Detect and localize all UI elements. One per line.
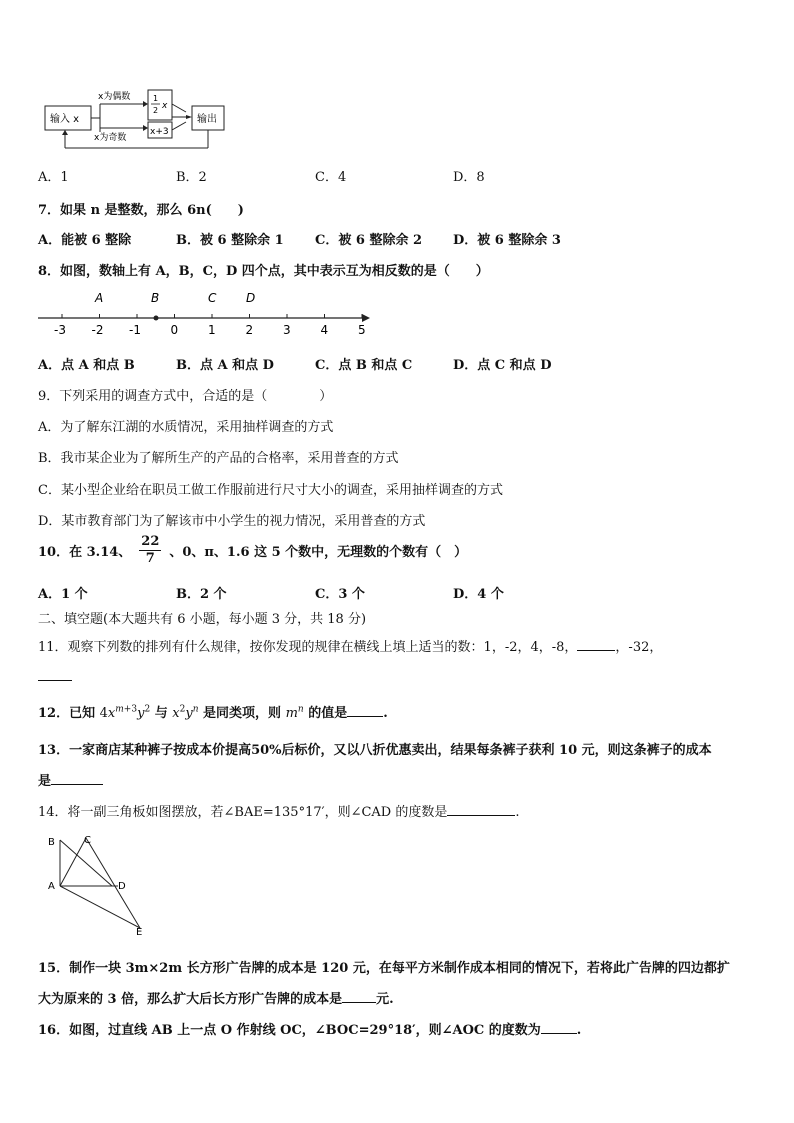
point-label-d: D: [246, 291, 256, 305]
q12-mid: 与: [154, 706, 168, 721]
q9-option-c: C．某小型企业给在职员工做工作服前进行尺寸大小的调查，采用抽样调查的方式: [38, 483, 503, 498]
flow-half-den: 2: [153, 106, 159, 115]
q12-pre: 12．已知: [38, 706, 96, 721]
flow-plus3-box: x+3: [150, 127, 169, 137]
tick-label: 0: [170, 323, 179, 337]
q15-unit: 元.: [376, 992, 394, 1007]
point-label-c: C: [208, 291, 217, 305]
point-label-b: B: [151, 291, 160, 305]
q16-stem: 16．如图，过直线 AB 上一点 O 作射线 OC，∠BOC=29°18′，则∠AOC 的度数为: [38, 1023, 541, 1038]
q9-stem: 9．下列采用的调查方式中，合适的是（ ）: [38, 389, 333, 404]
q12-term2: $x^2y^n$: [172, 704, 199, 721]
q11-blank-2: [38, 666, 72, 681]
section-2-heading: 二、填空题(本大题共有 6 小题，每小题 3 分，共 18 分): [38, 612, 367, 627]
q15-line2-text: 大为原来的 3 倍，那么扩大后长方形广告牌的成本是: [38, 992, 343, 1007]
q8-option-a: A．点 A 和点 B: [38, 358, 135, 373]
q10-option-a: A．1 个: [38, 587, 88, 602]
q15-line1: 15．制作一块 3m×2m 长方形广告牌的成本是 120 元，在每平方米制作成本相同的情况下，若将此广告牌的四边都扩: [38, 961, 730, 976]
q14-stem-line: 14．将一副三角板如图摆放，若∠BAE=135°17′，则∠CAD 的度数是 .: [38, 805, 520, 820]
triangle-board-figure: [36, 832, 156, 936]
q14-stem: 14．将一副三角板如图摆放，若∠BAE=135°17′，则∠CAD 的度数是: [38, 805, 448, 820]
q6-option-d: D．8: [453, 170, 485, 185]
q12-post2: 的值是: [308, 706, 348, 721]
q11-blank-1: [577, 650, 615, 651]
q15-line2: [38, 988, 394, 1007]
point-b-dot: [154, 316, 159, 321]
flow-half-x: x: [162, 101, 168, 111]
tri-label-c: C: [84, 835, 91, 846]
flowchart-figure: [40, 84, 240, 156]
flow-half-num: 1: [153, 94, 159, 103]
tri-label-b: B: [48, 837, 55, 848]
q13-blank: [51, 784, 103, 785]
q16-line: 16．如图，过直线 AB 上一点 O 作射线 OC，∠BOC=29°18′，则∠AOC 的度数为 .: [38, 1023, 582, 1038]
q10-stem-after: 、0、π、1.6 这 5 个数中，无理数的个数有（ ）: [169, 545, 468, 560]
q12-term1: $4x^{m+3}y^2$: [99, 704, 151, 721]
q10-frac-den: 7: [145, 551, 155, 566]
q9-option-d: D．某市教育部门为了解该市中小学生的视力情况，采用普查的方式: [38, 514, 426, 529]
q8-stem: 8．如图，数轴上有 A，B，C，D 四个点，其中表示互为相反数的是（ ）: [38, 264, 489, 279]
q10-option-d: D．4 个: [453, 587, 504, 602]
tri-label-d: D: [118, 881, 126, 892]
q13-line1: 13．一家商店某种裤子按成本价提高50%后标价，又以八折优惠卖出，结果每条裤子获利 10 元，则这条裤子的成本: [38, 743, 712, 758]
q10-fraction: [139, 534, 161, 567]
number-line-figure: [36, 288, 376, 338]
q7-option-c: C．被 6 整除余 2: [315, 233, 423, 248]
q13-line2: [38, 770, 103, 789]
q15-blank: [342, 1002, 376, 1003]
q12-expr: $m^n$: [285, 704, 304, 721]
q10-stem-before: 10．在 3.14、: [38, 545, 132, 560]
q12-post: 是同类项，则: [203, 706, 282, 721]
tick-label: -2: [91, 323, 104, 337]
q6-option-b: B．2: [176, 170, 207, 185]
q8-option-b: B．点 A 和点 D: [176, 358, 274, 373]
point-label-a: A: [95, 291, 104, 305]
flow-output-box: 输出: [197, 114, 217, 125]
q7-option-a: A．能被 6 整除: [38, 233, 132, 248]
q11-text: 11．观察下列数的排列有什么规律，按你发现的规律在横线上填上适当的数：1，-2，4，-8，: [38, 640, 578, 655]
tick-label: 3: [283, 323, 291, 337]
q8-option-c: C．点 B 和点 C: [315, 358, 413, 373]
q14-blank: [447, 815, 515, 816]
q10-option-b: B．2 个: [176, 587, 227, 602]
tick-label: 4: [320, 323, 329, 337]
q7-option-b: B．被 6 整除余 1: [176, 233, 284, 248]
q11-line2: [38, 666, 72, 685]
q10-frac-num: 22: [141, 534, 160, 549]
tri-label-a: A: [48, 881, 55, 892]
q16-blank: [541, 1033, 577, 1034]
q13-line2-text: 是: [38, 774, 52, 789]
q12-line: 12．已知 $4x^{m+3}y^2$ 与 $x^2y^n$ 是同类项，则 $m^n$ 的值是 .: [38, 704, 388, 721]
q10-option-c: C．3 个: [315, 587, 365, 602]
q7-stem: 7．如果 n 是整数，那么 6n( ): [38, 203, 244, 218]
q9-option-b: B．我市某企业为了解所生产的产品的合格率，采用普查的方式: [38, 451, 399, 466]
tick-label: 5: [358, 323, 366, 337]
flow-odd-label: x为奇数: [94, 133, 127, 143]
q9-option-a: A．为了解东江湖的水质情况，采用抽样调查的方式: [38, 420, 334, 435]
q6-option-a: A．1: [38, 170, 69, 185]
q6-option-c: C．4: [315, 170, 347, 185]
tick-label: 2: [245, 323, 254, 337]
tick-label: 1: [208, 323, 216, 337]
q11-line1: [38, 636, 662, 655]
q10-stem: [38, 534, 467, 567]
flow-input-box: 输入 x: [50, 114, 80, 125]
q11-after-blank: ，-32，: [615, 640, 663, 655]
q12-blank: [347, 716, 383, 717]
tri-label-e: E: [136, 927, 143, 936]
tick-label: -3: [54, 323, 66, 337]
q8-option-d: D．点 C 和点 D: [453, 358, 552, 373]
tick-label: -1: [129, 323, 141, 337]
q7-option-d: D．被 6 整除余 3: [453, 233, 561, 248]
flow-even-label: x为偶数: [98, 92, 131, 102]
